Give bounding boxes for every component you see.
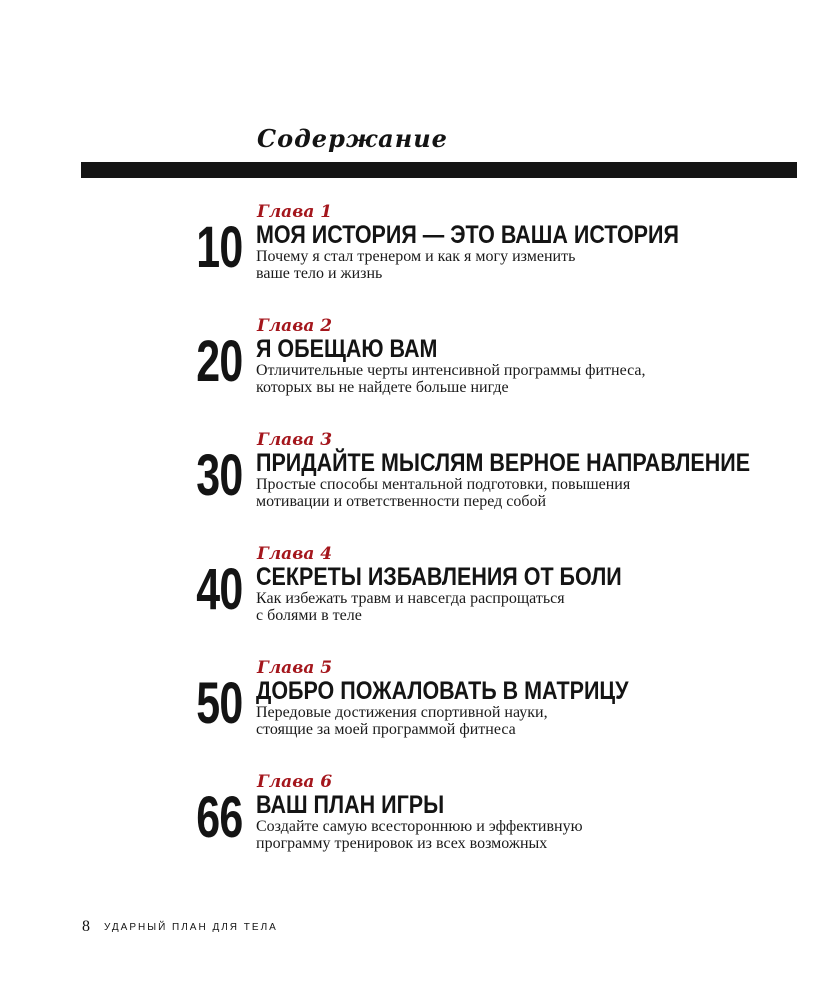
chapter-description — [256, 818, 696, 852]
chapter-label: Глава 4 — [257, 544, 333, 564]
toc-entry-chapter-4[interactable] — [0, 544, 830, 654]
chapter-title: ПРИДАЙТЕ МЫСЛЯМ ВЕРНОЕ НАПРАВЛЕНИЕ — [256, 449, 751, 477]
chapter-page-number: 10 — [196, 215, 243, 280]
toc-entry-chapter-2[interactable] — [0, 316, 830, 426]
chapter-description-line: Почему я стал тренером и как я могу изменить — [256, 248, 576, 265]
chapter-description-line: ваше тело и жизнь — [256, 265, 383, 282]
footer-page-number: 8 — [82, 918, 90, 935]
chapter-page-number: 30 — [196, 443, 243, 508]
footer-book-title: УДАРНЫЙ ПЛАН ДЛЯ ТЕЛА — [104, 922, 278, 933]
chapter-description-line: Отличительные черты интенсивной программы фитнеса, — [256, 362, 646, 379]
chapter-label: Глава 2 — [257, 316, 333, 336]
chapter-label: Глава 6 — [257, 772, 333, 792]
chapter-description — [256, 704, 696, 738]
chapter-description-line: Как избежать травм и навсегда распрощаться — [256, 590, 565, 607]
chapter-description-line: мотивации и ответственности перед собой — [256, 493, 547, 510]
chapter-description-line: программу тренировок из всех возможных — [256, 835, 548, 852]
chapter-title: ВАШ ПЛАН ИГРЫ — [256, 791, 445, 819]
toc-entry-chapter-5[interactable] — [0, 658, 830, 768]
chapter-description — [256, 590, 696, 624]
chapter-description — [256, 248, 696, 282]
title-divider — [81, 162, 797, 178]
toc-entry-chapter-1[interactable] — [0, 202, 830, 312]
chapter-description — [256, 476, 696, 510]
chapter-description-line: Передовые достижения спортивной науки, — [256, 704, 548, 721]
chapter-description-line: Простые способы ментальной подготовки, повышения — [256, 476, 631, 493]
chapter-page-number: 20 — [196, 329, 243, 394]
page-title: Содержание — [257, 124, 448, 153]
chapter-page-number: 40 — [196, 557, 243, 622]
chapter-label: Глава 3 — [257, 430, 333, 450]
chapter-title: Я ОБЕЩАЮ ВАМ — [256, 335, 438, 363]
chapter-title: ДОБРО ПОЖАЛОВАТЬ В МАТРИЦУ — [256, 677, 629, 705]
chapter-title: СЕКРЕТЫ ИЗБАВЛЕНИЯ ОТ БОЛИ — [256, 563, 622, 591]
chapter-title: МОЯ ИСТОРИЯ — ЭТО ВАША ИСТОРИЯ — [256, 221, 679, 249]
chapter-description — [256, 362, 696, 396]
chapter-label: Глава 1 — [257, 202, 333, 222]
chapter-label: Глава 5 — [257, 658, 333, 678]
chapter-description-line: стоящие за моей программой фитнеса — [256, 721, 516, 738]
chapter-description-line: с болями в теле — [256, 607, 362, 624]
chapter-page-number: 50 — [196, 671, 243, 736]
toc-entry-chapter-6[interactable] — [0, 772, 830, 882]
toc-entry-chapter-3[interactable] — [0, 430, 830, 540]
chapter-description-line: Создайте самую всестороннюю и эффективную — [256, 818, 583, 835]
chapter-page-number: 66 — [196, 785, 243, 850]
chapter-description-line: которых вы не найдете больше нигде — [256, 379, 509, 396]
